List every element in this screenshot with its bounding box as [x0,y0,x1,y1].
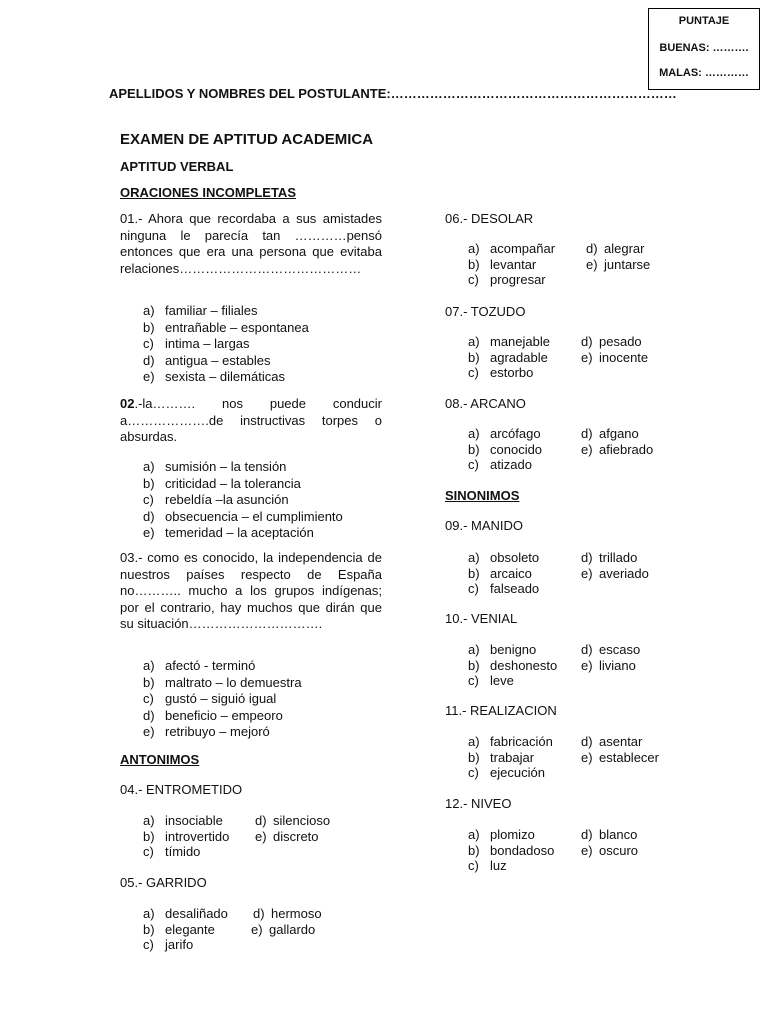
score-malas: MALAS: ………… [659,67,749,79]
q03-text: 03.- como es conocido, la independencia de nuestros países respecto de España no……….. mucho a los grupos indígenas; por el contrario, hay muchos que dirán que su situación…………………………. [120,550,382,631]
q07-title: 07.- TOZUDO [445,304,526,319]
q08-title: 08.- ARCANO [445,396,526,411]
q01-text: 01.- Ahora que recordaba a sus amistades ninguna le parecía tan …………pensó entonces que era una persona que evitaba relaciones…………………………………… [120,211,382,276]
section-sinonimos: SINONIMOS [445,488,520,503]
score-buenas: BUENAS: ………. [659,42,749,54]
q06-title: 06.- DESOLAR [445,211,534,226]
q02-number: 02 [120,396,135,411]
q10-title: 10.- VENIAL [445,611,518,626]
q05-title: 05.- GARRIDO [120,875,207,890]
score-title: PUNTAJE [678,15,730,27]
q04-title: 04.- ENTROMETIDO [120,782,243,797]
applicant-name-line: APELLIDOS Y NOMBRES DEL POSTULANTE:………………………………………………………… [109,86,677,101]
exam-title: EXAMEN DE APTITUD ACADEMICA [120,131,374,148]
exam-subtitle: APTITUD VERBAL [120,159,234,174]
q09-title: 09.- MANIDO [445,518,524,533]
q02-body: .-la………. nos puede conducir a……………….de instructivas torpes o absurdas. [120,396,382,444]
q12-title: 12.- NIVEO [445,796,512,811]
score-box [648,8,760,90]
section-antonimos: ANTONIMOS [120,752,200,767]
q02-text [120,396,382,446]
section-oraciones: ORACIONES INCOMPLETAS [120,185,296,200]
q11-title: 11.- REALIZACION [445,703,557,718]
